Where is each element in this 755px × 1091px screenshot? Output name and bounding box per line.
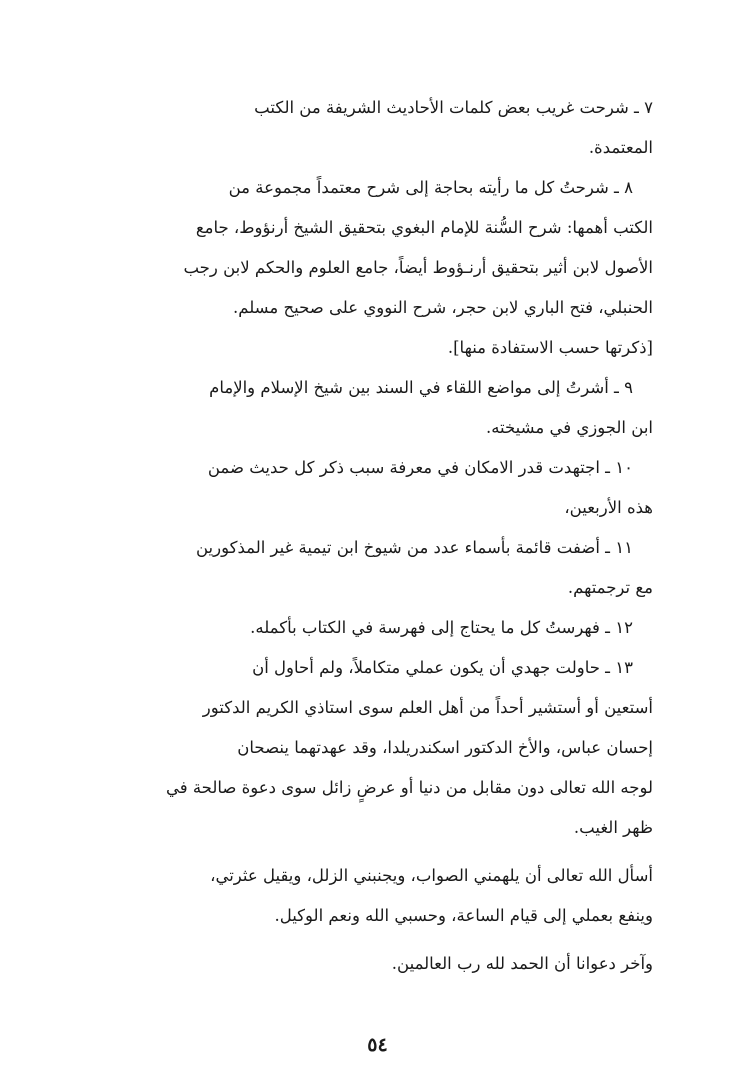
page-number: ٥٤	[367, 1034, 388, 1056]
page-body	[100, 90, 653, 986]
text-line: لوجه الله تعالى دون مقابل من دنيا أو عرضٍ زائل سوى دعوة صالحة في	[165, 778, 653, 797]
paragraph-gap	[100, 938, 653, 946]
text-line: ٩ ـ أشرتُ إلى مواضع اللقاء في السند بين شيخ الإسلام والإمام	[209, 378, 633, 397]
text-line: المعتمدة.	[588, 138, 653, 157]
text-line: ١٣ ـ حاولت جهدي أن يكون عملي متكاملاً، ولم أحاول أن	[252, 658, 633, 677]
text-line: ظهر الغيب.	[573, 818, 653, 837]
text-line: ابن الجوزي في مشيخته.	[485, 418, 653, 437]
text-line: الحنبلي، فتح الباري لابن حجر، شرح النووي على صحيح مسلم.	[232, 298, 653, 317]
paragraph-gap	[100, 850, 653, 858]
text-line: أستعين أو أستشير أحداً من أهل العلم سوى استاذي الكريم الدكتور	[202, 698, 653, 717]
text-line: هذه الأربعين،	[564, 498, 653, 517]
text-line: وينفع بعملي إلى قيام الساعة، وحسبي الله ونعم الوكيل.	[274, 906, 653, 925]
text-line: مع ترجمتهم.	[567, 578, 653, 597]
text-line: [ذكرتها حسب الاستفادة منها].	[447, 338, 653, 357]
text-line: وآخر دعوانا أن الحمد لله رب العالمين.	[391, 954, 653, 973]
text-line: ٨ ـ شرحتُ كل ما رأيته بحاجة إلى شرح معتمداً مجموعة من	[228, 178, 633, 197]
text-line: ١١ ـ أضفت قائمة بأسماء عدد من شيوخ ابن تيمية غير المذكورين	[196, 538, 633, 557]
text-line: الكتب أهمها: شرح السُّنة للإمام البغوي بتحقيق الشيخ أرنؤوط، جامع	[195, 218, 653, 237]
text-line: إحسان عباس، والأخ الدكتور اسكندريلدا، وقد عهدتهما ينصحان	[237, 738, 653, 757]
text-line: الأصول لابن أثير بتحقيق أرنـؤوط أيضاً، جامع العلوم والحكم لابن رجب	[183, 258, 653, 277]
text-line: ١٢ ـ فهرستُ كل ما يحتاج إلى فهرسة في الكتاب بأكمله.	[250, 618, 633, 637]
text-line: ٧ ـ شرحت غريب بعض كلمات الأحاديث الشريفة من الكتب	[254, 98, 653, 117]
text-line: ١٠ ـ اجتهدت قدر الامكان في معرفة سبب ذكر كل حديث ضمن	[207, 458, 633, 477]
text-line: أسأل الله تعالى أن يلهمني الصواب، ويجنبني الزلل، ويقيل عثرتي،	[210, 866, 653, 885]
